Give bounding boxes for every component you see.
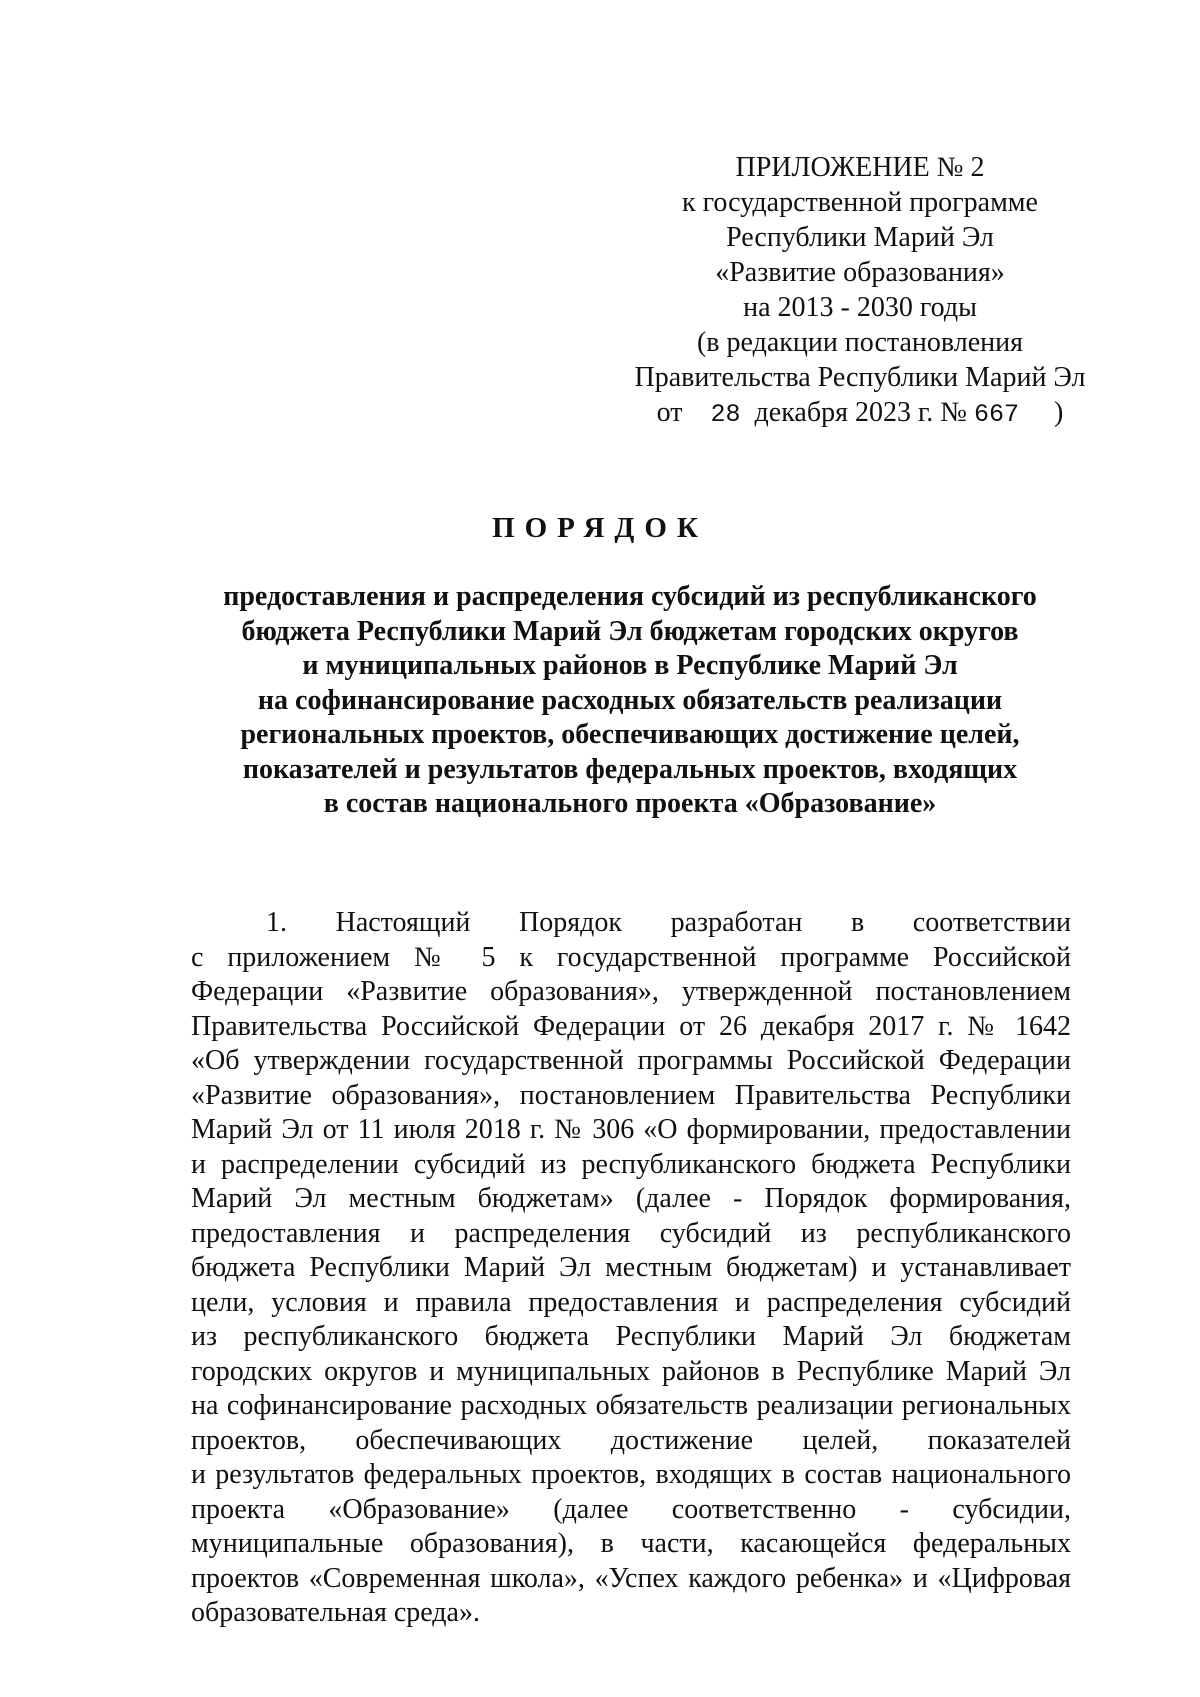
body-line: «Развитие образования», постановлением Правительства Республики bbox=[191, 1079, 1071, 1111]
resolution-number: 667 bbox=[974, 400, 1020, 429]
body-line: проектов «Современная школа», «Успех каждого ребенка» и «Цифровая bbox=[191, 1562, 1071, 1594]
body-line: с приложением № 5 к государственной программе Российской bbox=[191, 941, 1071, 973]
body-line: муниципальные образования), в части, касающейся федеральных bbox=[191, 1528, 1071, 1559]
subtitle-line: предоставления и распределения субсидий из республиканского bbox=[223, 581, 1037, 612]
body-line: городских округов и муниципальных районов в Республике Марий Эл bbox=[191, 1355, 1071, 1387]
body-line: бюджета Республики Марий Эл местным бюджетам) и устанавливает bbox=[191, 1252, 1071, 1283]
appendix-line: (в редакции постановления bbox=[696, 327, 1024, 358]
subtitle-line: показателей и результатов федеральных проектов, входящих bbox=[242, 753, 1018, 785]
body-line: и распределении субсидий из республиканского бюджета Республики bbox=[191, 1148, 1071, 1180]
appendix-line: Республики Марий Эл bbox=[726, 222, 994, 253]
appendix-line: Правительства Республики Марий Эл bbox=[634, 362, 1086, 393]
appendix-line: к государственной программе bbox=[682, 187, 1038, 218]
body-line: цели, условия и правила предоставления и распределения субсидий bbox=[191, 1286, 1071, 1318]
body-line: Марий Эл местным бюджетам» (далее - Порядок формирования, bbox=[191, 1183, 1071, 1214]
date-rest: декабря 2023 г. № bbox=[754, 397, 967, 428]
body-line: из республиканского бюджета Республики Марий Эл бюджетам bbox=[191, 1321, 1071, 1352]
date-day: 28 bbox=[710, 400, 741, 429]
body-line: Правительства Российской Федерации от 26 декабря 2017 г. № 1642 bbox=[191, 1010, 1071, 1042]
subtitle-line: в состав национального проекта «Образование» bbox=[323, 788, 937, 819]
appendix-line: на 2013 - 2030 годы bbox=[743, 292, 977, 323]
subtitle-line: и муниципальных районов в Республике Марий Эл bbox=[302, 650, 958, 681]
date-prefix: от bbox=[656, 397, 683, 428]
document-subtitle bbox=[190, 580, 1070, 822]
subtitle-line: региональных проектов, обеспечивающих достижение целей, bbox=[240, 719, 1020, 750]
body-line: «Об утверждении государственной программы Российской Федерации bbox=[191, 1045, 1071, 1076]
body-line: и результатов федеральных проектов, входящих в состав национального bbox=[191, 1459, 1071, 1490]
body-line: предоставления и распределения субсидий из республиканского bbox=[191, 1217, 1071, 1249]
appendix-date-line bbox=[600, 395, 1120, 432]
body-line: проектов, обеспечивающих достижение целей, показателей bbox=[191, 1424, 1071, 1456]
date-close: ) bbox=[1054, 397, 1064, 428]
body-line: на софинансирование расходных обязательств реализации региональных bbox=[191, 1390, 1071, 1421]
body-line: Марий Эл от 11 июля 2018 г. № 306 «О формировании, предоставлении bbox=[191, 1114, 1071, 1145]
appendix-header bbox=[600, 150, 1120, 432]
appendix-line: «Развитие образования» bbox=[715, 257, 1005, 288]
body-line: образовательная среда». bbox=[191, 1597, 480, 1628]
subtitle-line: бюджета Республики Марий Эл бюджетам городских округов bbox=[241, 615, 1019, 647]
subtitle-line: на софинансирование расходных обязательств реализации bbox=[257, 684, 1003, 716]
paragraph-1 bbox=[191, 906, 1071, 1631]
body-line: проекта «Образование» (далее соответственно - субсидии, bbox=[191, 1493, 1071, 1525]
document-title: ПОРЯДОК bbox=[492, 512, 708, 544]
appendix-line: ПРИЛОЖЕНИЕ № 2 bbox=[735, 152, 985, 183]
body-line: Федерации «Развитие образования», утвержденной постановлением bbox=[191, 976, 1071, 1007]
body-line: 1. Настоящий Порядок разработан в соответствии bbox=[266, 907, 1071, 938]
